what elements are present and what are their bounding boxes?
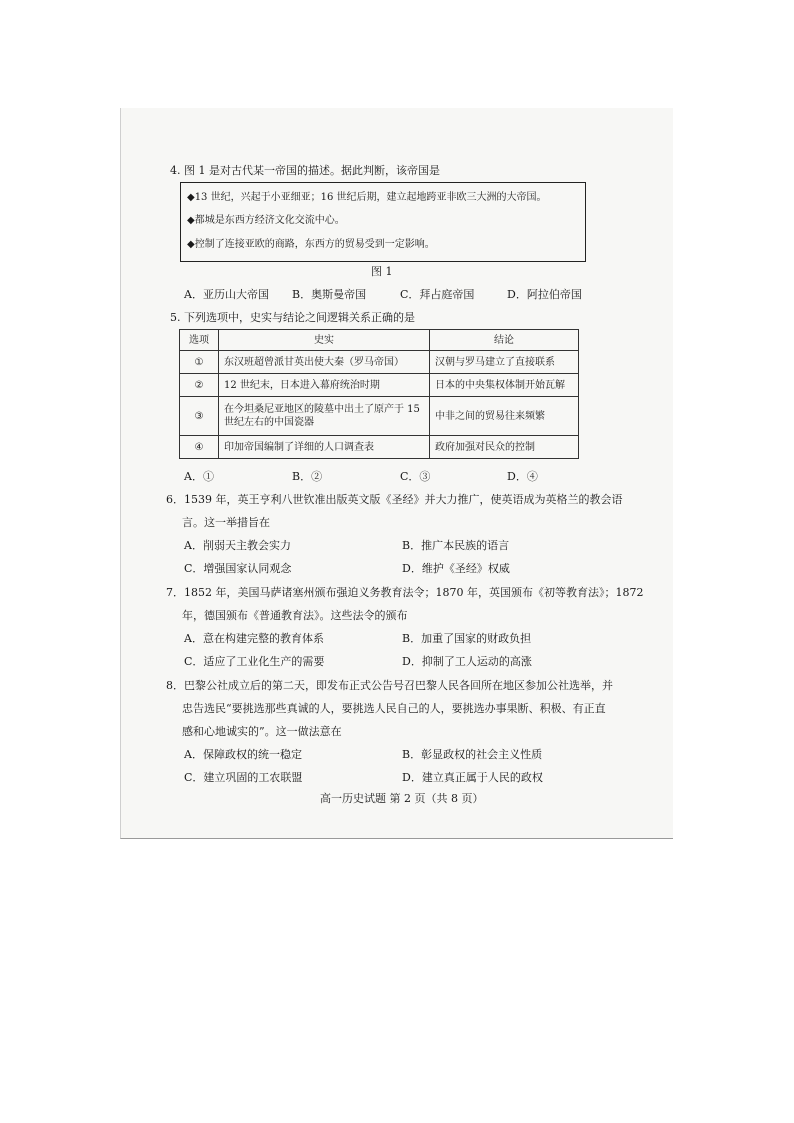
q8-stem-line: 忠告选民“要挑选那些真诚的人，要挑选人民自己的人，要挑选办事果断、积极、有正直 <box>182 702 606 715</box>
figure-1-caption: 图 1 <box>371 265 393 278</box>
q7-stem-line: 年，德国颁布《普通教育法》。这些法令的颁布 <box>182 609 408 622</box>
row-conclusion: 汉朝与罗马建立了直接联系 <box>430 351 579 374</box>
row-conclusion: 政府加强对民众的控制 <box>430 436 579 459</box>
q5-option-c: C．③ <box>400 470 431 483</box>
q5-option-a: A．① <box>184 470 214 483</box>
row-number: ① <box>180 351 219 374</box>
q8-stem-line: 感和心地诚实的”。这一做法意在 <box>182 725 342 738</box>
q4-option-b: B．奥斯曼帝国 <box>292 288 367 301</box>
row-fact: 12 世纪末，日本进入幕府统治时期 <box>219 374 430 397</box>
row-fact: 在今坦桑尼亚地区的陵墓中出土了原产于 15 世纪左右的中国瓷器 <box>219 397 430 436</box>
q5-option-d: D．④ <box>507 470 538 483</box>
q8-option-d: D．建立真正属于人民的政权 <box>402 771 543 784</box>
table-header: 选项 <box>180 330 219 351</box>
q7-option-a: A．意在构建完整的教育体系 <box>184 632 324 645</box>
q6-option-d: D．维护《圣经》权威 <box>402 562 510 575</box>
q8-option-b: B．彰显政权的社会主义性质 <box>402 748 543 761</box>
q4-option-a: A．亚历山大帝国 <box>184 288 269 301</box>
q4-option-c: C．拜占庭帝国 <box>400 288 475 301</box>
q5-stem: 5. 下列选项中，史实与结论之间逻辑关系正确的是 <box>170 311 415 324</box>
q7-option-c: C．适应了工业化生产的需要 <box>184 655 325 668</box>
q4-option-d: D．阿拉伯帝国 <box>507 288 582 301</box>
row-conclusion: 日本的中央集权体制开始瓦解 <box>430 374 579 397</box>
q8-option-c: C．建立巩固的工农联盟 <box>184 771 303 784</box>
figure-1-line: ◆都城是东西方经济文化交流中心。 <box>187 215 345 226</box>
q6-stem-line: 言。这一举措旨在 <box>182 516 270 529</box>
row-fact: 东汉班超曾派甘英出使大秦（罗马帝国） <box>219 351 430 374</box>
q8-stem-line: 8．巴黎公社成立后的第二天，即发布正式公告号召巴黎人民各回所在地区参加公社选举，并 <box>166 679 613 692</box>
q6-option-b: B．推广本民族的语言 <box>402 539 510 552</box>
q6-option-a: A．削弱天主教会实力 <box>184 539 291 552</box>
table-row <box>180 397 579 436</box>
table-header: 史实 <box>219 330 430 351</box>
q8-option-a: A．保障政权的统一稳定 <box>184 748 302 761</box>
table-row <box>180 436 579 459</box>
table-row <box>180 374 579 397</box>
q6-stem-line: 6．1539 年，英王亨利八世钦准出版英文版《圣经》并大力推广，使英语成为英格兰的教会语 <box>166 493 623 506</box>
row-number: ④ <box>180 436 219 459</box>
q6-option-c: C．增强国家认同观念 <box>184 562 292 575</box>
row-number: ② <box>180 374 219 397</box>
row-number: ③ <box>180 397 219 436</box>
q7-option-b: B．加重了国家的财政负担 <box>402 632 532 645</box>
table-header: 结论 <box>430 330 579 351</box>
figure-1-box <box>180 182 586 262</box>
table-row <box>180 351 579 374</box>
figure-1-line: ◆控制了连接亚欧的商路，东西方的贸易受到一定影响。 <box>187 239 435 250</box>
row-conclusion: 中非之间的贸易往来频繁 <box>430 397 579 436</box>
page-footer: 高一历史试题 第 2 页（共 8 页） <box>320 792 484 805</box>
q7-stem-line: 7．1852 年，美国马萨诸塞州颁布强迫义务教育法令；1870 年，英国颁布《初等教育法》；1872 <box>166 586 644 599</box>
q4-stem: 4. 图 1 是对古代某一帝国的描述。据此判断，该帝国是 <box>170 164 440 177</box>
figure-1-line: ◆13 世纪，兴起于小亚细亚；16 世纪后期，建立起地跨亚非欧三大洲的大帝国。 <box>187 192 547 203</box>
table-header-row <box>180 330 579 351</box>
row-fact: 印加帝国编制了详细的人口调查表 <box>219 436 430 459</box>
q7-option-d: D．抑制了工人运动的高涨 <box>402 655 532 668</box>
q5-table <box>179 329 579 459</box>
q5-option-b: B．② <box>292 470 323 483</box>
